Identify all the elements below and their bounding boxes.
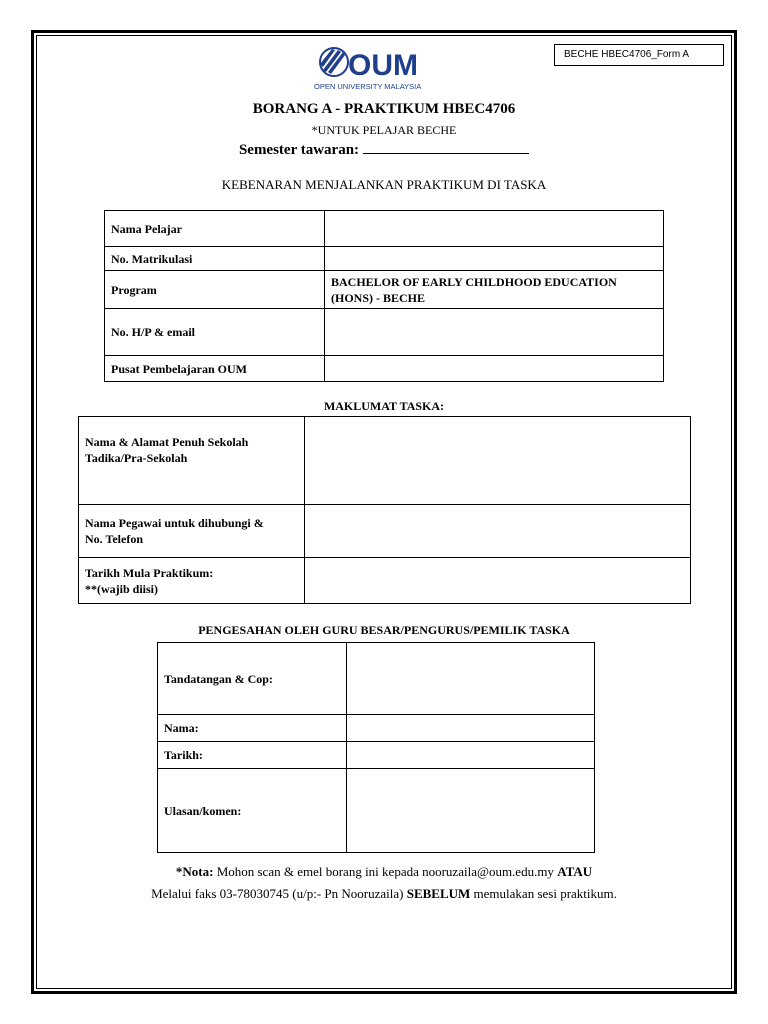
- label-ulasan-komen: Ulasan/komen:: [158, 769, 347, 853]
- table-row: [105, 309, 664, 356]
- form-title: BORANG A - PRAKTIKUM HBEC4706: [252, 101, 516, 117]
- label-tandatangan-cop: Tandatangan & Cop:: [158, 643, 347, 715]
- semester-label: Semester tawaran:: [238, 142, 360, 158]
- label-nama-pelajar: Nama Pelajar: [105, 211, 325, 247]
- nota-sebelum: SEBELUM: [406, 886, 471, 901]
- nota-text: Mohon scan & emel borang ini kepada nooruzaila@oum.edu.my: [213, 864, 558, 879]
- field-nama[interactable]: [347, 715, 595, 742]
- table-row: [158, 715, 595, 742]
- label-nama-alamat-sekolah: [79, 417, 305, 505]
- section-approval-heading: PENGESAHAN OLEH GURU BESAR/PENGURUS/PEMILIK TASKA: [198, 623, 570, 637]
- taska-info-table: [78, 416, 691, 604]
- section-taska-heading: MAKLUMAT TASKA:: [323, 399, 445, 413]
- field-nama-pegawai[interactable]: [305, 505, 691, 558]
- label-line: Tadika/Pra-Sekolah: [85, 451, 188, 465]
- label-line: **(wajib diisi): [85, 581, 159, 596]
- field-tarikh-mula[interactable]: [305, 558, 691, 604]
- semester-field: [0, 140, 768, 159]
- nota-faks-text: Melalui faks 03-78030745 (u/p:- Pn Nooruzaila): [151, 886, 407, 901]
- footer-note-line2: [0, 884, 768, 904]
- nota-label: *Nota:: [175, 864, 214, 879]
- field-program[interactable]: [325, 271, 664, 309]
- label-program: Program: [105, 271, 325, 309]
- label-nama-pegawai: [79, 505, 305, 558]
- form-subtitle: *UNTUK PELAJAR BECHE: [311, 123, 457, 137]
- table-row: [158, 769, 595, 853]
- table-row: [105, 247, 664, 271]
- label-hp-email: No. H/P & email: [105, 309, 325, 356]
- field-ulasan-komen[interactable]: [347, 769, 595, 853]
- svg-text:OPEN UNIVERSITY MALAYSIA: OPEN UNIVERSITY MALAYSIA: [314, 82, 422, 91]
- table-row: [158, 742, 595, 769]
- label-tarikh: Tarikh:: [158, 742, 347, 769]
- program-value-line1: BACHELOR OF EARLY CHILDHOOD EDUCATION: [331, 274, 617, 289]
- label-line: No. Telefon: [85, 532, 144, 546]
- field-hp-email[interactable]: [325, 309, 664, 356]
- table-row: [79, 558, 691, 604]
- field-nama-pelajar[interactable]: [325, 211, 664, 247]
- student-info-table: [104, 210, 664, 382]
- label-pusat-pembelajaran: Pusat Pembelajaran OUM: [105, 356, 325, 382]
- field-no-matrikulasi[interactable]: [325, 247, 664, 271]
- nota-end-text: memulakan sesi praktikum.: [470, 886, 617, 901]
- label-line: Nama & Alamat Penuh Sekolah: [85, 435, 249, 449]
- table-row: [105, 211, 664, 247]
- approval-table: [157, 642, 595, 853]
- field-nama-alamat-sekolah[interactable]: [305, 417, 691, 505]
- footer-note-line1: [0, 862, 768, 882]
- oum-logo: [312, 44, 452, 92]
- label-no-matrikulasi: No. Matrikulasi: [105, 247, 325, 271]
- svg-text:OUM: OUM: [348, 49, 418, 82]
- label-line: Nama Pegawai untuk dihubungi &: [85, 516, 264, 530]
- table-row: [105, 356, 664, 382]
- label-line: Tarikh Mula Praktikum:: [85, 565, 214, 580]
- label-tarikh-mula: [79, 558, 305, 604]
- section-permission-heading: KEBENARAN MENJALANKAN PRAKTIKUM DI TASKA: [221, 177, 547, 192]
- program-value-line2: (HONS) - BECHE: [331, 290, 426, 305]
- nota-atau: ATAU: [557, 864, 593, 879]
- field-tandatangan-cop[interactable]: [347, 643, 595, 715]
- form-code-box: BECHE HBEC4706_Form A: [554, 44, 724, 66]
- field-tarikh[interactable]: [347, 742, 595, 769]
- table-row: [79, 505, 691, 558]
- semester-blank-line[interactable]: [363, 140, 529, 154]
- label-nama: Nama:: [158, 715, 347, 742]
- table-row: [158, 643, 595, 715]
- field-pusat-pembelajaran[interactable]: [325, 356, 664, 382]
- table-row: [79, 417, 691, 505]
- table-row: [105, 271, 664, 309]
